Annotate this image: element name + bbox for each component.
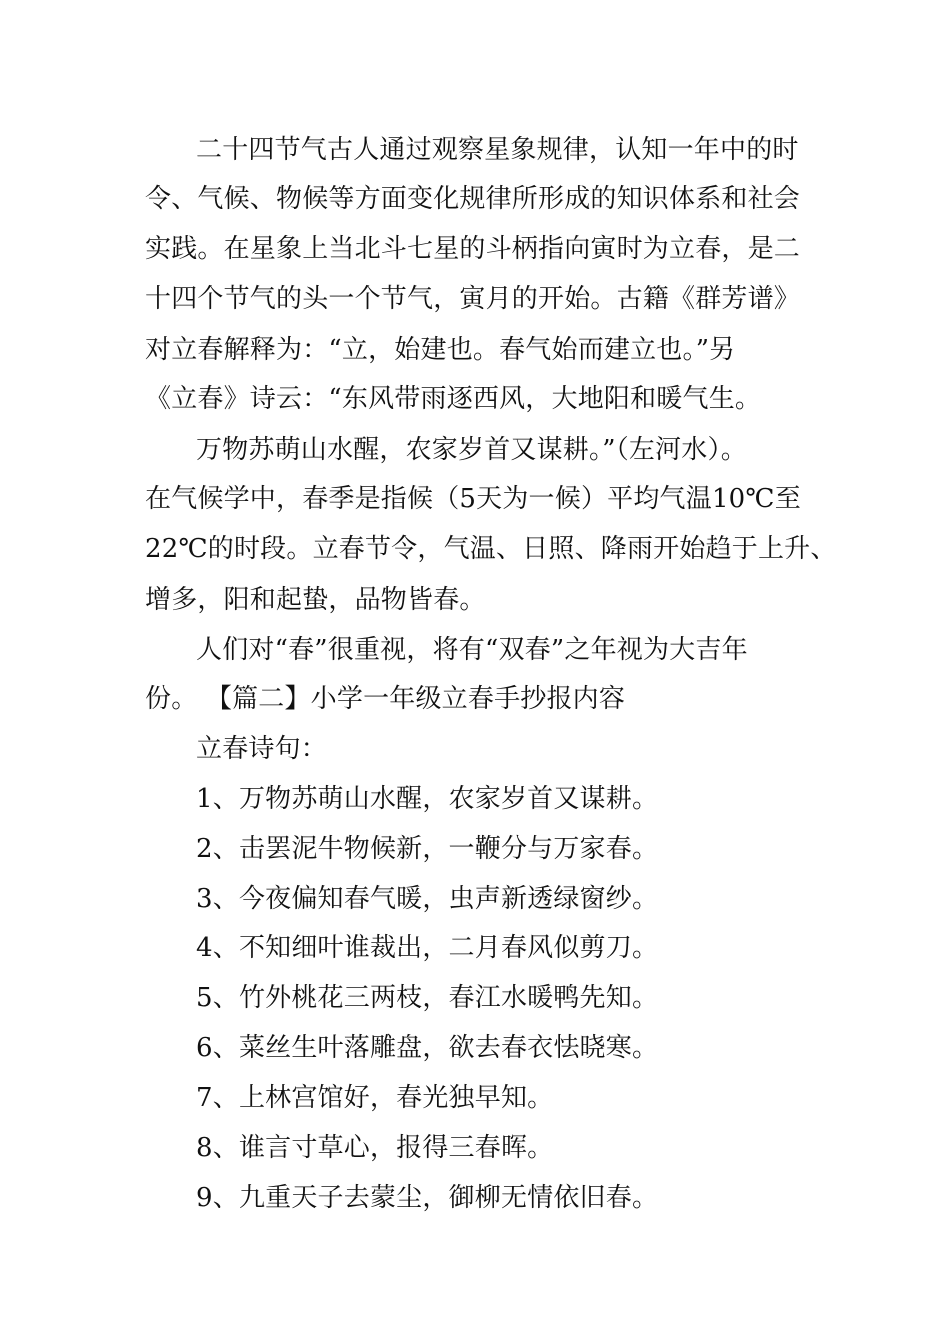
paragraph-line-9: 22℃的时段。立春节令，气温、日照、降雨开始趋于上升、 [145,534,837,564]
poem-line-6: 6、菜丝生叶落雕盘，欲去春衣怯晓寒。 [196,1033,659,1063]
poem-line-5: 5、竹外桃花三两枝，春江水暖鸭先知。 [196,983,659,1013]
poem-line-4: 4、不知细叶谁裁出，二月春风似剪刀。 [196,933,659,963]
poem-line-1: 1、万物苏萌山水醒，农家岁首又谋耕。 [196,784,659,814]
paragraph-line-11: 人们对“春”很重视，将有“双春”之年视为大吉年 [196,635,748,665]
poem-line-2: 2、击罢泥牛物候新，一鞭分与万家春。 [196,834,659,864]
poem-line-3: 3、今夜偏知春气暖，虫声新透绿窗纱。 [196,884,659,914]
paragraph-line-8: 在气候学中，春季是指候（5天为一候）平均气温10℃至 [145,484,801,514]
paragraph-line-10: 增多，阳和起蛰，品物皆春。 [145,585,486,615]
poem-line-7: 7、上林宫馆好，春光独早知。 [196,1083,554,1113]
poems-heading: 立春诗句： [196,734,328,764]
paragraph-line-12: 份。 【篇二】小学一年级立春手抄报内容 [145,684,626,714]
paragraph-line-7: 万物苏萌山水醒，农家岁首又谋耕。”（左河水）。 [196,435,747,465]
paragraph-line-3: 实践。在星象上当北斗七星的斗柄指向寅时为立春，是二 [145,234,801,264]
paragraph-line-1: 二十四节气古人通过观察星象规律，认知一年中的时 [196,135,799,165]
poem-line-8: 8、谁言寸草心，报得三春晖。 [196,1133,554,1163]
paragraph-line-6: 《立春》诗云：“东风带雨逐西风，大地阳和暖气生。 [145,384,762,414]
paragraph-line-5: 对立春解释为：“立，始建也。春气始而建立也。”另 [145,335,736,365]
paragraph-line-4: 十四个节气的头一个节气，寅月的开始。古籍《群芳谱》 [145,284,801,314]
paragraph-line-2: 令、气候、物候等方面变化规律所形成的知识体系和社会 [145,184,801,214]
poem-line-9: 9、九重天子去蒙尘，御柳无情依旧春。 [196,1183,659,1213]
